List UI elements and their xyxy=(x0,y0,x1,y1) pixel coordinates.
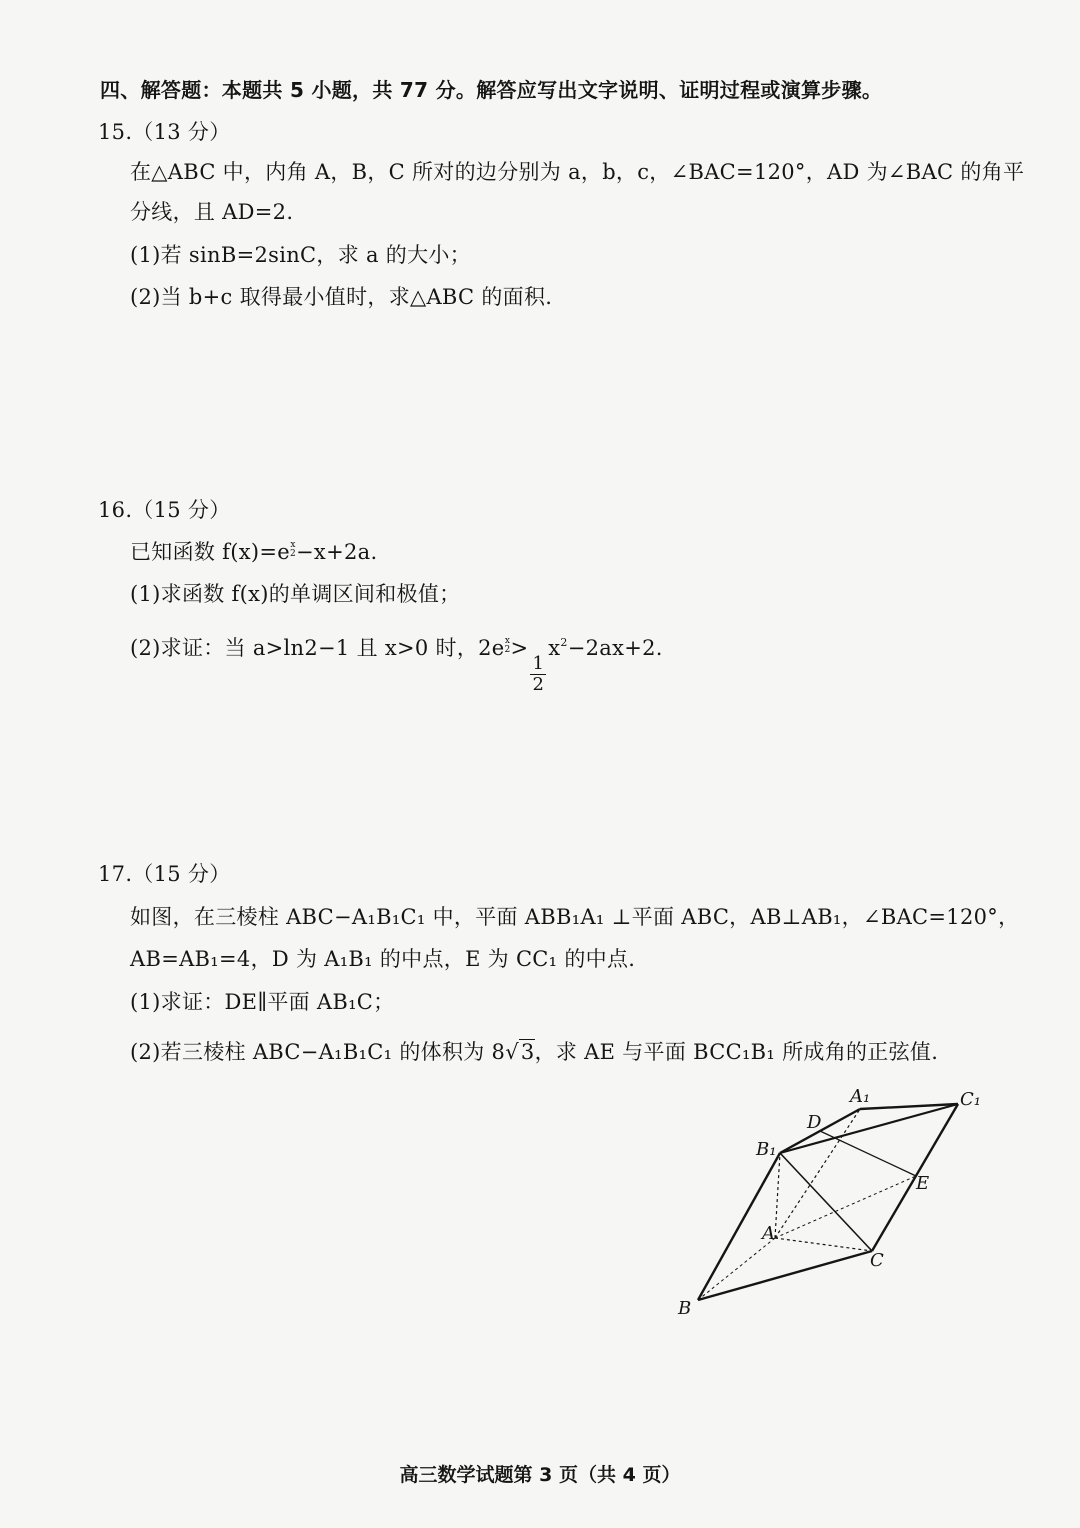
problem-16-stem-text: 已知函数 f(x)=e xyxy=(130,540,290,564)
edge-c1-c xyxy=(872,1104,958,1251)
exponent-denominator: 2 xyxy=(504,645,511,655)
section-header: 四、解答题：本题共 5 小题，共 77 分。解答应写出文字说明、证明过程或演算步骤。 xyxy=(100,78,883,102)
segment-a-b1 xyxy=(775,1153,780,1238)
problem-17-question-1: (1)求证：DE∥平面 AB₁C； xyxy=(130,990,395,1014)
problem-17-stem-line1: 如图，在三棱柱 ABC−A₁B₁C₁ 中，平面 ABB₁A₁ ⊥平面 ABC，AB⊥AB₁，∠BAC=120°， xyxy=(130,905,1020,929)
prism-figure xyxy=(670,1080,1010,1330)
segment-d-e xyxy=(820,1131,916,1176)
fraction-denominator: 2 xyxy=(532,674,545,695)
problem-17-q2-text: (2)若三棱柱 ABC−A₁B₁C₁ 的体积为 8 xyxy=(130,1040,506,1064)
label-b: B xyxy=(678,1298,692,1319)
one-half-fraction xyxy=(530,654,546,695)
square-exponent: 2 xyxy=(560,636,568,649)
sqrt-radicand: 3 xyxy=(520,1040,535,1064)
sqrt-symbol: √ xyxy=(505,1040,519,1064)
problem-15-question-1: (1)若 sinB=2sinC，求 a 的大小； xyxy=(130,243,471,267)
label-c1: C₁ xyxy=(960,1089,981,1110)
edge-a-c xyxy=(775,1238,872,1251)
problem-15-question-2: (2)当 b+c 取得最小值时，求△ABC 的面积. xyxy=(130,285,553,309)
problem-16-q2-tail: −2ax+2. xyxy=(567,636,663,660)
edge-a-b xyxy=(698,1238,775,1300)
problem-16-q2-text: (2)求证：当 a>ln2−1 且 x>0 时，2e xyxy=(130,636,505,660)
problem-15-stem-line2: 分线，且 AD=2. xyxy=(130,200,294,224)
problem-17-stem-line2: AB=AB₁=4，D 为 A₁B₁ 的中点，E 为 CC₁ 的中点. xyxy=(130,947,636,971)
edge-b-c xyxy=(698,1251,872,1300)
exponent-denominator: 2 xyxy=(290,549,297,559)
label-b1: B₁ xyxy=(756,1139,777,1160)
label-a: A xyxy=(762,1223,775,1244)
problem-16-stem xyxy=(130,540,377,565)
label-a1: A₁ xyxy=(850,1086,871,1107)
fraction-numerator: 1 xyxy=(532,653,545,674)
problem-16-question-1: (1)求函数 f(x)的单调区间和极值； xyxy=(130,582,461,606)
exponent-numerator: x xyxy=(290,540,296,550)
x-variable: x xyxy=(548,636,561,660)
page-footer: 高三数学试题第 3 页（共 4 页） xyxy=(399,1464,681,1486)
segment-a-e xyxy=(775,1176,916,1238)
problem-16-title: 16.（15 分） xyxy=(98,498,231,522)
problem-17-q2-tail: ，求 AE 与平面 BCC₁B₁ 所成角的正弦值. xyxy=(534,1040,939,1064)
exponent-numerator: x xyxy=(504,636,511,646)
segment-b1-c xyxy=(780,1153,872,1251)
label-c: C xyxy=(870,1250,884,1271)
problem-17-question-2 xyxy=(130,1040,938,1065)
problem-17-title: 17.（15 分） xyxy=(98,862,231,886)
label-e: E xyxy=(916,1173,930,1194)
problem-16-stem-tail: −x+2a. xyxy=(296,540,378,564)
problem-16-question-2 xyxy=(130,636,663,695)
greater-than: > xyxy=(510,636,529,660)
problem-15-title: 15.（13 分） xyxy=(98,120,231,144)
problem-15-stem-line1: 在△ABC 中，内角 A，B，C 所对的边分别为 a，b，c，∠BAC=120°，AD 为∠BAC 的角平 xyxy=(130,160,1025,184)
label-d: D xyxy=(807,1112,822,1133)
